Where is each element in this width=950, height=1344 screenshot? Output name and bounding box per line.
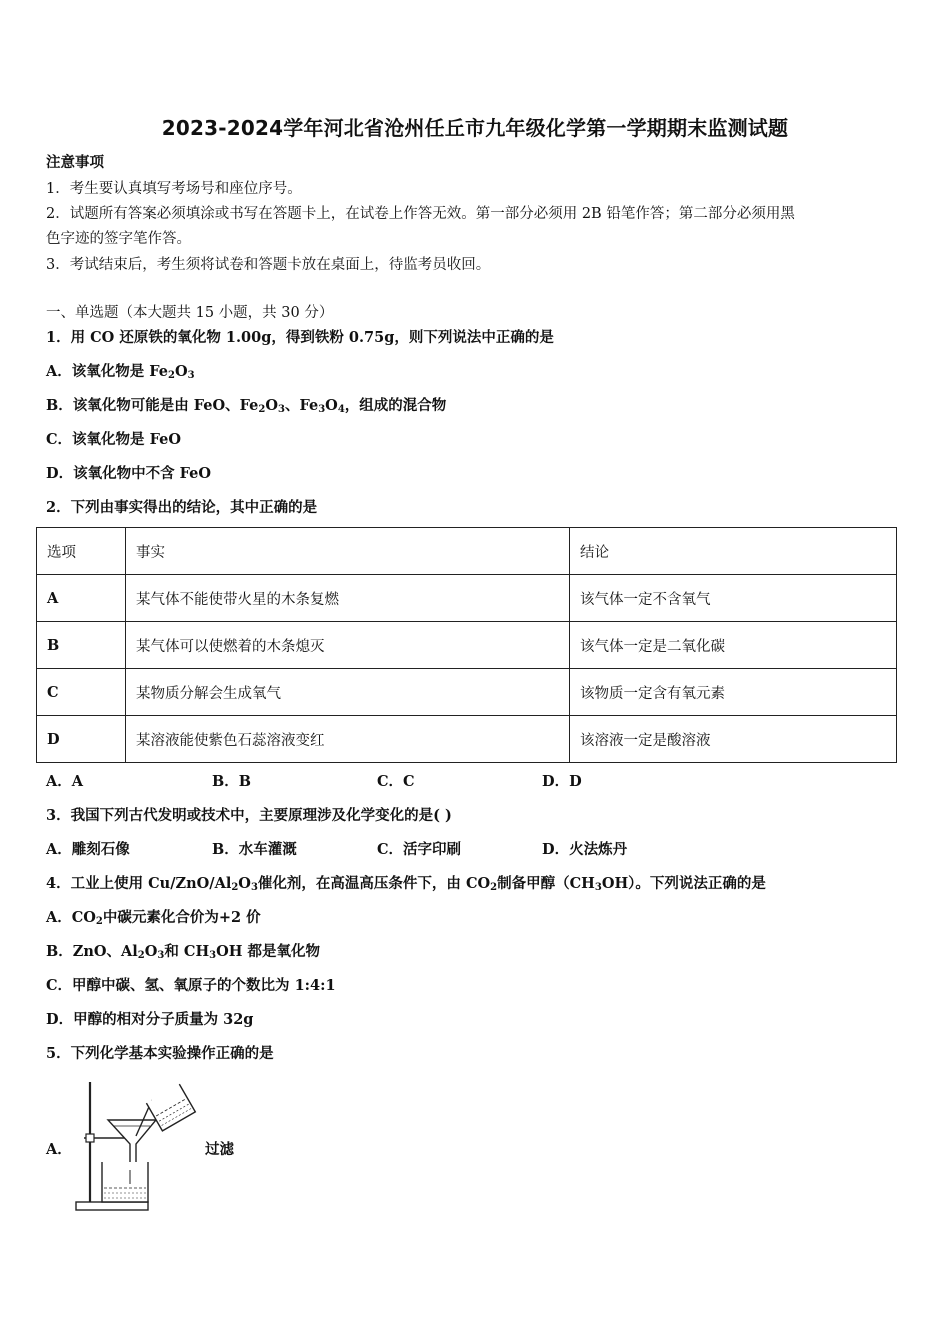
row-option: C — [37, 669, 126, 716]
q3-stem: 3．我国下列古代发明或技术中，主要原理涉及化学变化的是( ) — [46, 807, 452, 824]
header-conclusion: 结论 — [570, 528, 897, 575]
row-conclusion: 该气体一定不含氧气 — [570, 575, 897, 622]
row-option: B — [37, 622, 126, 669]
q2-stem: 2．下列由事实得出的结论，其中正确的是 — [46, 499, 318, 516]
page-title: 2023-2024学年河北省沧州任丘市九年级化学第一学期期末监测试题 — [161, 116, 789, 140]
q2-table — [36, 527, 897, 763]
header-option: 选项 — [37, 528, 126, 575]
table-row — [37, 669, 897, 716]
q5-option-a-caption: 过滤 — [205, 1141, 234, 1158]
q3-option-d: D．火法炼丹 — [542, 841, 628, 858]
notice-item-2-cont: 色字迹的签字笔作答。 — [46, 231, 191, 247]
row-fact: 某溶液能使紫色石蕊溶液变红 — [126, 716, 570, 763]
row-conclusion: 该物质一定含有氧元素 — [570, 669, 897, 716]
notice-item-2: 2．试题所有答案必须填涂或书写在答题卡上，在试卷上作答无效。第一部分必须用 2B 铅笔作答；第二部分必须用黑 — [46, 206, 795, 222]
q5-stem: 5．下列化学基本实验操作正确的是 — [46, 1045, 274, 1062]
table-row — [37, 575, 897, 622]
q4-stem: 4．工业上使用 $Cu/ZnO/Al_2O_3$催化剂，在高温高压条件下，由 $CO_2$制备甲醇$(CH_3OH)$。下列说法正确的是 — [46, 875, 766, 893]
row-option: D — [37, 716, 126, 763]
q1-option-c: C．该氧化物是 FeO — [46, 431, 181, 448]
q2-option-c: C．C — [377, 773, 415, 790]
row-fact: 某气体不能使带火星的木条复燃 — [126, 575, 570, 622]
q1-option-a: A．该氧化物是 $Fe_2O_3$ — [46, 363, 195, 381]
table-row — [37, 716, 897, 763]
q4-option-c: C．甲醇中碳、氢、氧原子的个数比为 1:4:1 — [46, 977, 336, 994]
notice-item-1: 1．考生要认真填写考场号和座位序号。 — [46, 181, 302, 197]
q5-option-a-label: A． — [46, 1141, 72, 1158]
q2-option-b: B．B — [212, 773, 252, 790]
notice-item-3: 3．考试结束后，考生须将试卷和答题卡放在桌面上，待监考员收回。 — [46, 257, 491, 273]
q4-option-d: D．甲醇的相对分子质量为 32g — [46, 1011, 254, 1028]
q3-option-a: A．雕刻石像 — [46, 841, 130, 858]
q1-stem: 1．用 CO 还原铁的氧化物 1.00g，得到铁粉 0.75g，则下列说法中正确的是 — [46, 329, 554, 346]
filtration-apparatus-icon — [70, 1078, 200, 1216]
row-fact: 某气体可以使燃着的木条熄灭 — [126, 622, 570, 669]
row-conclusion: 该气体一定是二氧化碳 — [570, 622, 897, 669]
table-row — [37, 622, 897, 669]
header-fact: 事实 — [126, 528, 570, 575]
q3-option-b: B．水车灌溉 — [212, 841, 297, 858]
q1-option-d: D．该氧化物中不含 FeO — [46, 465, 211, 482]
row-fact: 某物质分解会生成氧气 — [126, 669, 570, 716]
section-heading: 一、单选题（本大题共 15 小题，共 30 分） — [46, 305, 334, 321]
row-conclusion: 该溶液一定是酸溶液 — [570, 716, 897, 763]
q4-option-a: A．$CO_2$中碳元素化合价为+2 价 — [46, 909, 261, 927]
q2-option-d: D．D — [542, 773, 582, 790]
q1-option-b: B．该氧化物可能是由 FeO、$Fe_2O_3$、$Fe_3O_4$，组成的混合物 — [46, 397, 447, 415]
q4-option-b: B．ZnO、$Al_2O_3$和 $CH_3OH$ 都是氧化物 — [46, 943, 321, 961]
notice-heading: 注意事项 — [46, 154, 104, 171]
q3-option-c: C．活字印刷 — [377, 841, 462, 858]
row-option: A — [37, 575, 126, 622]
table-header-row — [37, 528, 897, 575]
q2-option-a: A．A — [46, 773, 84, 790]
